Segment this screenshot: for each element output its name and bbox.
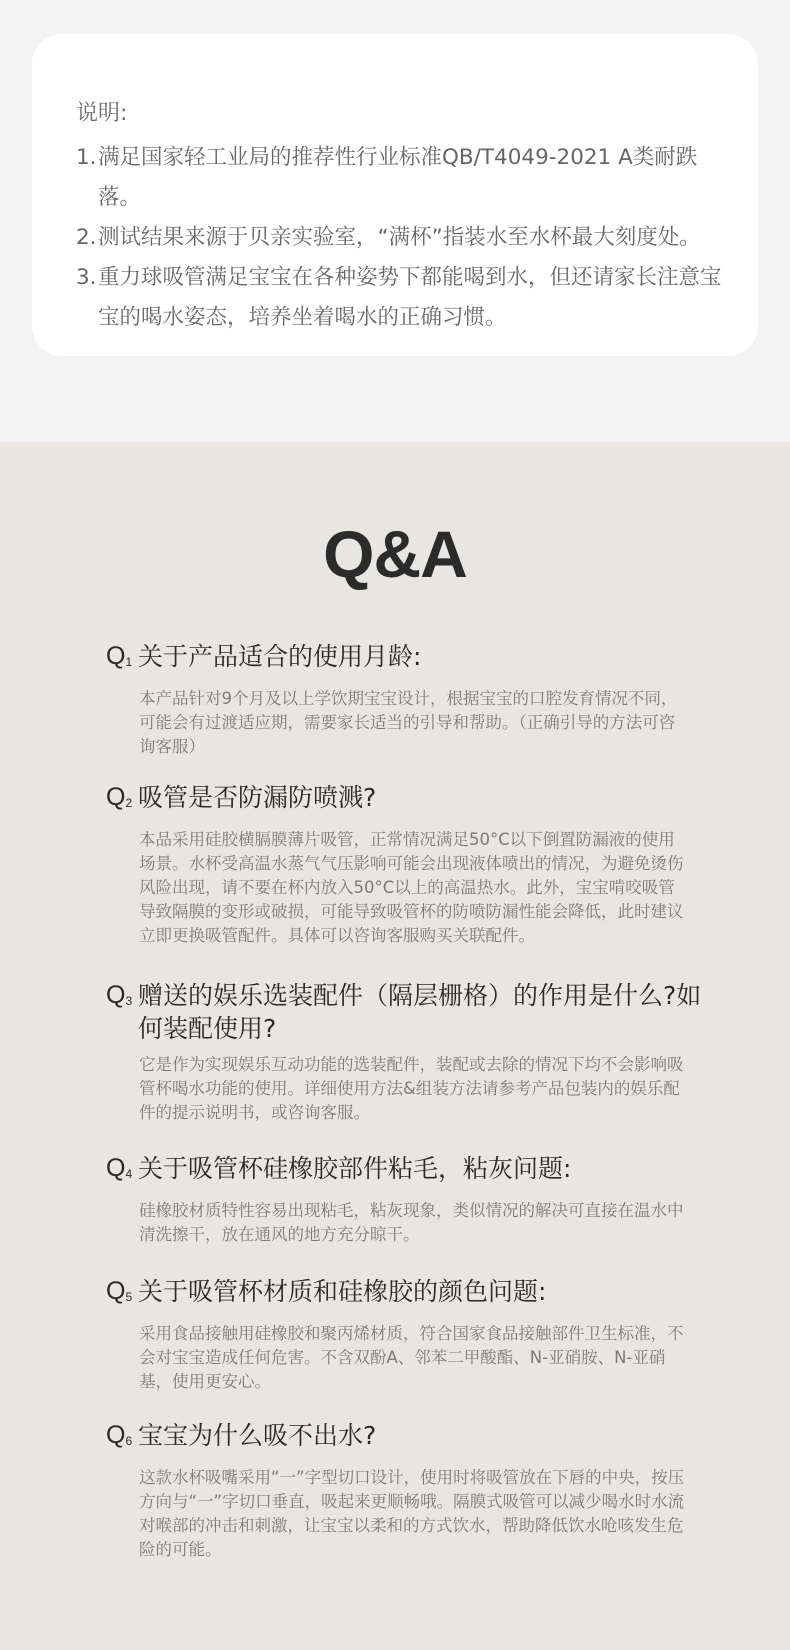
question-number: 1 — [125, 655, 133, 669]
question-letter: Q — [106, 981, 126, 1009]
notes-item — [76, 138, 734, 218]
question-letter: Q — [106, 1421, 126, 1449]
qa-section — [0, 442, 790, 1650]
notes-list — [76, 138, 734, 338]
question-marker — [106, 1275, 138, 1314]
notes-item-number: 3. — [76, 265, 97, 290]
answer-text: 本产品针对9个月及以上学饮期宝宝设计，根据宝宝的口腔发育情况不同，可能会有过渡适应期，需要家长适当的引导和帮助。（正确引导的方法可咨询客服） — [139, 689, 678, 756]
question-row — [106, 1275, 706, 1314]
question-letter: Q — [106, 642, 126, 670]
notes-item — [76, 258, 734, 338]
notes-item-text: 测试结果来源于贝亲实验室，“满杯”指装水至水杯最大刻度处。 — [98, 225, 701, 250]
question-marker — [106, 781, 138, 820]
qa-item-3 — [106, 979, 706, 1125]
answer-text: 这款水杯吸嘴采用“一”字型切口设计，使用时将吸管放在下唇的中央，按压方向与“一”字切口垂直，吸起来更顺畅哦。隔膜式吸管可以减少喝水时水流对喉部的冲击和刺激，让宝宝以柔和的方式饮水，帮助降低饮水呛咳发生危险的可能。 — [139, 1468, 685, 1559]
notes-item-number: 2. — [76, 225, 97, 250]
question-marker — [106, 1419, 138, 1458]
question-row — [106, 1419, 706, 1458]
question-text: 吸管是否防漏防喷溅? — [138, 783, 377, 812]
qa-item-2 — [106, 781, 706, 948]
question-text: 宝宝为什么吸不出水? — [138, 1421, 377, 1450]
question-text: 关于吸管杯材质和硅橡胶的颜色问题: — [138, 1277, 547, 1306]
notes-item — [76, 218, 734, 258]
qa-item-4 — [106, 1152, 706, 1247]
question-marker — [106, 979, 138, 1018]
question-row — [106, 1152, 706, 1191]
qa-item-6 — [106, 1419, 706, 1562]
qa-heading: Q&A — [323, 517, 467, 591]
question-text: 赠送的娱乐选装配件（隔层栅格）的作用是什么?如何装配使用? — [138, 981, 702, 1043]
question-number: 2 — [125, 796, 133, 810]
question-row — [106, 979, 706, 1045]
question-row — [106, 781, 706, 820]
question-number: 6 — [125, 1434, 133, 1448]
question-text: 关于产品适合的使用月龄: — [138, 642, 422, 671]
notes-item-text: 重力球吸管满足宝宝在各种姿势下都能喝到水，但还请家长注意宝宝的喝水姿态，培养坐着喝水的正确习惯。 — [98, 265, 722, 330]
notes-section — [0, 0, 790, 442]
question-letter: Q — [106, 783, 126, 811]
answer-text: 它是作为实现娱乐互动功能的选装配件，装配或去除的情况下均不会影响吸管杯喝水功能的使用。详细使用方法&组装方法请参考产品包装内的娱乐配件的提示说明书，或咨询客服。 — [139, 1055, 684, 1122]
notes-card — [32, 34, 758, 356]
question-row — [106, 640, 706, 679]
question-number: 5 — [125, 1290, 133, 1304]
question-number: 3 — [125, 994, 133, 1008]
qa-item-1 — [106, 640, 706, 759]
answer-text: 采用食品接触用硅橡胶和聚丙烯材质，符合国家食品接触部件卫生标准，不会对宝宝造成任何危害。不含双酚A、邻苯二甲酸酯、N-亚硝胺、N-亚硝基，使用更安心。 — [139, 1324, 684, 1391]
question-letter: Q — [106, 1277, 126, 1305]
question-marker — [106, 1152, 138, 1191]
question-letter: Q — [106, 1154, 126, 1182]
notes-item-number: 1. — [76, 145, 97, 170]
question-number: 4 — [125, 1167, 133, 1181]
qa-item-5 — [106, 1275, 706, 1394]
notes-title: 说明: — [76, 101, 128, 126]
answer-text: 硅橡胶材质特性容易出现粘毛，粘灰现象，类似情况的解决可直接在温水中清洗擦干，放在通风的地方充分晾干。 — [139, 1201, 684, 1244]
question-marker — [106, 640, 138, 679]
answer-text: 本品采用硅胶横膈膜薄片吸管，正常情况满足50°C以下倒置防漏液的使用场景。水杯受高温水蒸气气压影响可能会出现液体喷出的情况，为避免烫伤风险出现，请不要在杯内放入50°C以上的高温热水。此外，宝宝啃咬吸管导致隔膜的变形或破损，可能导致吸管杯的防喷防漏性能会降低，此时建议立即更换吸管配件。具体可以咨询客服购买关联配件。 — [139, 830, 684, 945]
question-text: 关于吸管杯硅橡胶部件粘毛，粘灰问题: — [138, 1154, 572, 1183]
notes-item-text: 满足国家轻工业局的推荐性行业标准QB/T4049-2021 A类耐跌落。 — [98, 145, 698, 210]
